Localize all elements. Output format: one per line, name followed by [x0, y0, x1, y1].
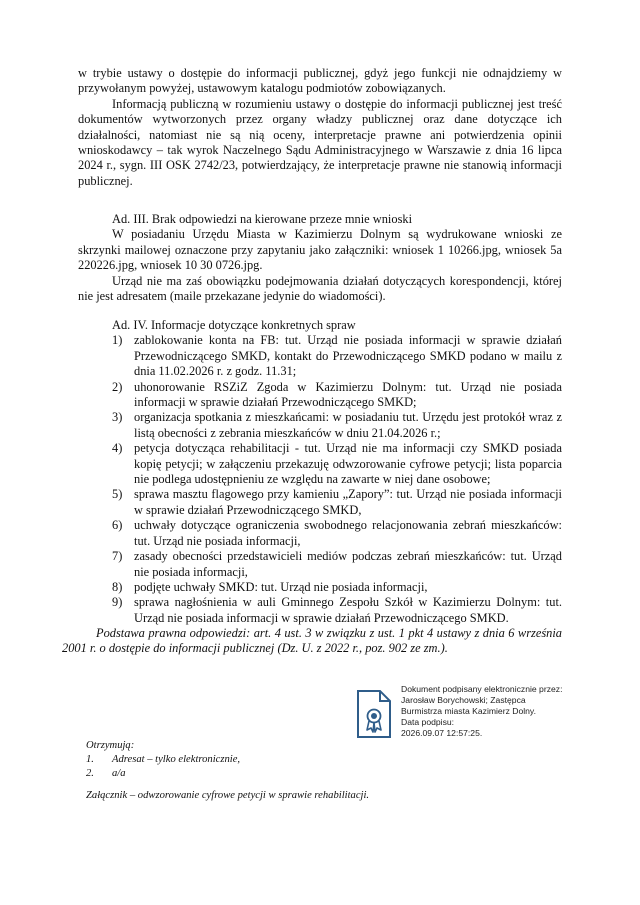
- list-item: [78, 487, 562, 518]
- section-3-paragraph-2: Urząd nie ma zaś obowiązku podejmowania działań dotyczących korespondencji, której nie jest adresatem (maile przekazane jedynie do wiadomości).: [78, 273, 562, 304]
- list-item-number: 3): [112, 410, 123, 425]
- list-item: [78, 580, 562, 595]
- recipient-text: a/a: [112, 768, 126, 779]
- list-item: [78, 441, 562, 487]
- recipient-number: 1.: [86, 754, 94, 765]
- list-item: [78, 410, 562, 441]
- signature-line: Burmistrza miasta Kazimierz Dolny.: [401, 706, 536, 716]
- intro-paragraph-2: Informacją publiczną w rozumieniu ustawy o dostępie do informacji publicznej jest treść dokumentów wytworzonych przez organy władzy publicznej oraz dane dotyczące ich działalności, natomiast nie są nią oceny, interpretacje prawne ani potwierdzenia opinii wnioskodawcy – tak wyrok Naczelnego Sądu Administracyjnego w Warszawie z dnia 16 lipca 2024 r., sygn. III OSK 2742/23, potwierdzający, że interpretacje prawne nie stanowią informacji publicznej.: [78, 96, 562, 188]
- list-item-number: 2): [112, 379, 123, 394]
- intro-section: [78, 66, 562, 189]
- list-item: [78, 518, 562, 549]
- list-item: [78, 380, 562, 411]
- list-item: [78, 595, 562, 626]
- intro-paragraph-1: w trybie ustawy o dostępie do informacji publicznej, gdyż jego funkcji nie odnajdziemy w przywołanym powyżej, ustawowym katalogu podmiotów zobowiązanych.: [78, 66, 562, 96]
- section-3: [78, 212, 562, 304]
- signature-line: Jarosław Borychowski; Zastępca: [401, 695, 526, 705]
- list-item-text: podjęte uchwały SMKD: tut. Urząd nie posiada informacji,: [134, 579, 428, 594]
- list-item-number: 7): [112, 549, 123, 564]
- recipient-number: 2.: [86, 768, 94, 779]
- legal-basis-section: [62, 626, 562, 657]
- signature-line: Data podpisu:: [401, 717, 455, 727]
- list-item-number: 6): [112, 518, 123, 533]
- list-item-text: uchwały dotyczące ograniczenia swobodnego relacjonowania zebrań mieszkańców: tut. Urząd nie posiada informacji,: [134, 518, 562, 548]
- list-item: [78, 333, 562, 379]
- recipients-title: Otrzymują:: [86, 740, 135, 751]
- electronic-signature: [356, 684, 586, 746]
- recipient-text: Adresat – tylko elektronicznie,: [112, 754, 241, 765]
- section-4-heading: Ad. IV. Informacje dotyczące konkretnych spraw: [112, 318, 356, 332]
- list-item-number: 5): [112, 487, 123, 502]
- section-3-heading: Ad. III. Brak odpowiedzi na kierowane przeze mnie wnioski: [112, 212, 413, 226]
- list-item: [78, 549, 562, 580]
- recipient-item: [86, 767, 386, 781]
- legal-basis: Podstawa prawna odpowiedzi: art. 4 ust. 3 w związku z ust. 1 pkt 4 ustawy z dnia 6 września 2001 r. o dostępie do informacji publicznej (Dz. U. z 2022 r., poz. 902 ze zm.).: [62, 626, 562, 656]
- list-item-text: organizacja spotkania z mieszkańcami: w posiadaniu tut. Urzędu jest protokół wraz z listą obecności z zebrania mieszkańców w dniu 21.04.2026 r.;: [134, 410, 562, 440]
- signed-document-icon: [356, 690, 392, 738]
- signature-line: Dokument podpisany elektronicznie przez:: [401, 684, 563, 694]
- section-4: [78, 318, 562, 626]
- list-item-text: petycja dotycząca rehabilitacji - tut. Urząd nie ma informacji czy SMKD posiada kopię petycji; w załączeniu przekazuję odwzorowanie cyfrowe petycji; lista poparcia nie podlega udostępnieniu ze względu na zawarte w niej dane osobowe;: [134, 441, 562, 487]
- recipients: [86, 739, 386, 781]
- signature-line: 2026.09.07 12:57:25.: [401, 728, 483, 738]
- signature-text: [401, 684, 586, 739]
- list-item-text: zablokowanie konta na FB: tut. Urząd nie posiada informacji w sprawie działań Przewodniczącego SMKD, kontakt do Przewodniczącego SMKD podano w mailu z dnia 11.02.2026 r. z godz. 11.31;: [134, 333, 562, 379]
- list-item-number: 9): [112, 595, 123, 610]
- list-item-text: sprawa nagłośnienia w auli Gminnego Zespołu Szkół w Kazimierzu Dolnym: tut. Urząd nie posiada informacji w sprawie działań Przewodniczącego SMKD.: [134, 595, 562, 625]
- attachment-note: Załącznik – odwzorowanie cyfrowe petycji w sprawie rehabilitacji.: [86, 790, 370, 801]
- list-item-text: sprawa masztu flagowego przy kamieniu „Zapory”: tut. Urząd nie posiada informacji w sprawie działań Przewodniczącego SMKD,: [134, 487, 562, 517]
- list-item-text: uhonorowanie RSZiZ Zgoda w Kazimierzu Dolnym: tut. Urząd nie posiada informacji w sprawie działań Przewodniczącego SMKD;: [134, 379, 562, 410]
- recipient-item: [86, 753, 386, 767]
- list-item-number: 8): [112, 579, 123, 594]
- section-4-list: [78, 333, 562, 626]
- list-item-text: zasady obecności przedstawicieli mediów podczas zebrań mieszkańców: tut. Urząd nie posiada informacji,: [134, 549, 562, 579]
- list-item-number: 4): [112, 441, 123, 456]
- list-item-number: 1): [112, 333, 123, 348]
- section-3-paragraph-1: W posiadaniu Urzędu Miasta w Kazimierzu Dolnym są wydrukowane wnioski ze skrzynki mailowej oznaczone przy zapytaniu jako załączniki: wniosek 1 10266.jpg, wniosek 5a 220226.jpg, wniosek 10 30 0726.jpg.: [78, 227, 562, 273]
